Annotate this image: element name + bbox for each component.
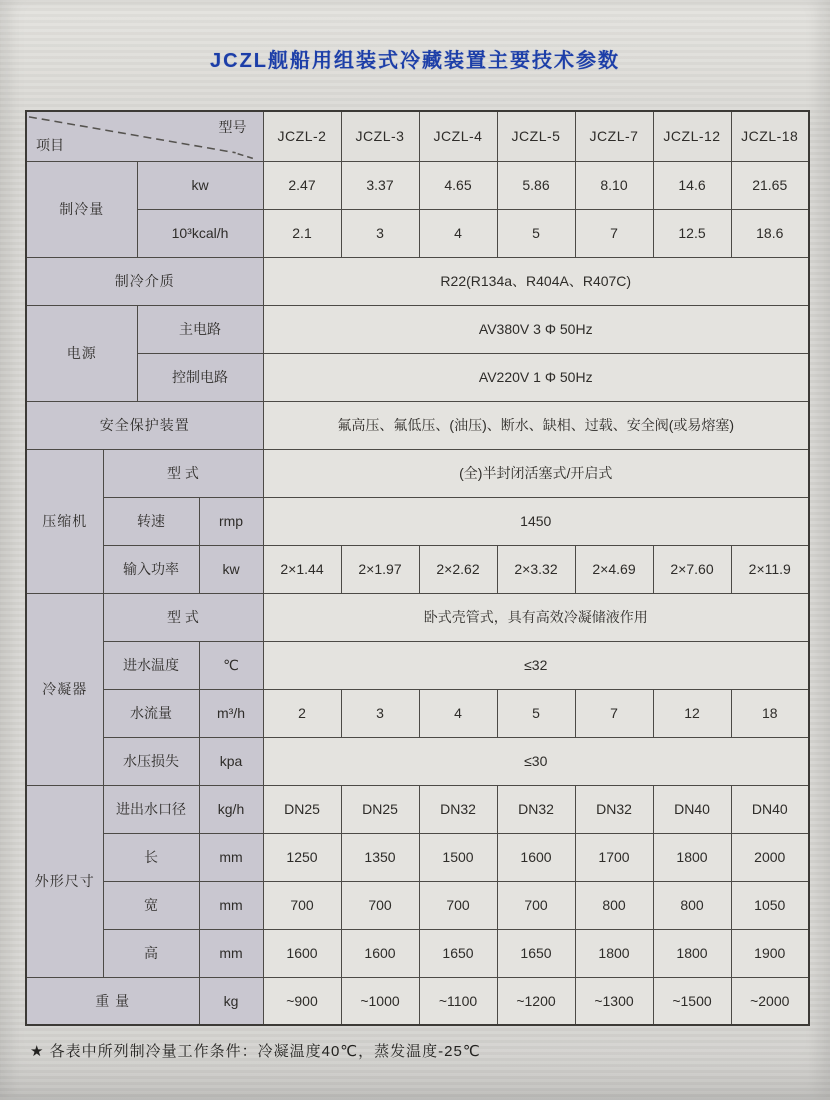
row-power-control bbox=[26, 353, 809, 401]
value-cell: 7 bbox=[575, 209, 653, 257]
value-cell: 2×3.32 bbox=[497, 545, 575, 593]
sub-label-width: 宽 bbox=[103, 881, 199, 929]
value-cell: 700 bbox=[497, 881, 575, 929]
value-condenser-type: 卧式壳管式，具有高效冷凝储液作用 bbox=[263, 593, 809, 641]
unit-pressure-loss: kpa bbox=[199, 737, 263, 785]
value-cell: ~1500 bbox=[653, 977, 731, 1025]
table-header-row bbox=[26, 111, 809, 161]
value-cell: ~1300 bbox=[575, 977, 653, 1025]
corner-item-label: 项目 bbox=[36, 136, 64, 153]
model-header-cell: JCZL-18 bbox=[731, 111, 809, 161]
label-refrigerant: 制冷介质 bbox=[26, 257, 263, 305]
model-header-cell: JCZL-7 bbox=[575, 111, 653, 161]
sub-label-control-circuit: 控制电路 bbox=[137, 353, 263, 401]
model-header-cell: JCZL-2 bbox=[263, 111, 341, 161]
value-cell: DN40 bbox=[731, 785, 809, 833]
row-compressor-type bbox=[26, 449, 809, 497]
value-cell: 2×1.97 bbox=[341, 545, 419, 593]
value-cell: 1600 bbox=[263, 929, 341, 977]
footnote: ★ 各表中所列制冷量工作条件：冷凝温度40℃，蒸发温度-25℃ bbox=[30, 1043, 481, 1060]
row-compressor-input-power bbox=[26, 545, 809, 593]
row-condenser-inlet-temp bbox=[26, 641, 809, 689]
value-cell: 1050 bbox=[731, 881, 809, 929]
value-cell: 1500 bbox=[419, 833, 497, 881]
unit-water-flow: m³/h bbox=[199, 689, 263, 737]
row-refrigerant bbox=[26, 257, 809, 305]
unit-speed: rmp bbox=[199, 497, 263, 545]
value-speed: 1450 bbox=[263, 497, 809, 545]
sub-label-main-circuit: 主电路 bbox=[137, 305, 263, 353]
value-cell: DN32 bbox=[419, 785, 497, 833]
value-cell: 2×2.62 bbox=[419, 545, 497, 593]
group-label-condenser: 冷凝器 bbox=[26, 593, 103, 785]
value-cell: ~900 bbox=[263, 977, 341, 1025]
value-refrigerant: R22(R134a、R404A、R407C) bbox=[263, 257, 809, 305]
value-cell: 3.37 bbox=[341, 161, 419, 209]
value-cell: ~1100 bbox=[419, 977, 497, 1025]
row-weight bbox=[26, 977, 809, 1025]
row-cooling-kw bbox=[26, 161, 809, 209]
sub-label-input-power: 输入功率 bbox=[103, 545, 199, 593]
value-cell: 1650 bbox=[419, 929, 497, 977]
sub-label-speed: 转速 bbox=[103, 497, 199, 545]
value-cell: 1600 bbox=[497, 833, 575, 881]
spec-table-wrap bbox=[25, 110, 810, 1026]
unit-height: mm bbox=[199, 929, 263, 977]
value-cell: 2 bbox=[263, 689, 341, 737]
value-cell: 3 bbox=[341, 209, 419, 257]
value-cell: 1600 bbox=[341, 929, 419, 977]
value-cell: ~1200 bbox=[497, 977, 575, 1025]
row-dimensions-length bbox=[26, 833, 809, 881]
sub-label-kw: kw bbox=[137, 161, 263, 209]
row-dimensions-port bbox=[26, 785, 809, 833]
row-condenser-type bbox=[26, 593, 809, 641]
unit-width: mm bbox=[199, 881, 263, 929]
value-cell: DN32 bbox=[575, 785, 653, 833]
value-cell: 18 bbox=[731, 689, 809, 737]
value-cell: DN40 bbox=[653, 785, 731, 833]
sub-label-length: 长 bbox=[103, 833, 199, 881]
value-cell: 700 bbox=[341, 881, 419, 929]
value-cell: ~1000 bbox=[341, 977, 419, 1025]
value-cell: 2×4.69 bbox=[575, 545, 653, 593]
value-pressure-loss: ≤30 bbox=[263, 737, 809, 785]
sub-label-port: 进出水口径 bbox=[103, 785, 199, 833]
value-cell: 7 bbox=[575, 689, 653, 737]
value-cell: 2.1 bbox=[263, 209, 341, 257]
value-cell: 1250 bbox=[263, 833, 341, 881]
value-cell: 4 bbox=[419, 689, 497, 737]
value-cell: 800 bbox=[653, 881, 731, 929]
value-cell: 2.47 bbox=[263, 161, 341, 209]
value-safety: 氟高压、氟低压、(油压)、断水、缺相、过载、安全阀(或易熔塞) bbox=[263, 401, 809, 449]
group-label-dimensions: 外形尺寸 bbox=[26, 785, 103, 977]
sub-label-compressor-type: 型 式 bbox=[103, 449, 263, 497]
sub-label-water-flow: 水流量 bbox=[103, 689, 199, 737]
value-cell: ~2000 bbox=[731, 977, 809, 1025]
value-cell: 1800 bbox=[653, 833, 731, 881]
value-cell: 12.5 bbox=[653, 209, 731, 257]
spec-table bbox=[25, 110, 810, 1026]
value-main-circuit: AV380V 3 Φ 50Hz bbox=[263, 305, 809, 353]
model-header-cell: JCZL-3 bbox=[341, 111, 419, 161]
corner-cell bbox=[26, 111, 263, 161]
group-label-compressor: 压缩机 bbox=[26, 449, 103, 593]
row-dimensions-width bbox=[26, 881, 809, 929]
value-cell: 1700 bbox=[575, 833, 653, 881]
value-cell: 5 bbox=[497, 689, 575, 737]
value-inlet-temp: ≤32 bbox=[263, 641, 809, 689]
row-cooling-kcal bbox=[26, 209, 809, 257]
value-cell: 800 bbox=[575, 881, 653, 929]
value-cell: 1800 bbox=[575, 929, 653, 977]
unit-length: mm bbox=[199, 833, 263, 881]
page-title: JCZL舰船用组装式冷藏装置主要技术参数 bbox=[210, 50, 620, 72]
value-cell: DN25 bbox=[263, 785, 341, 833]
sub-label-inlet-temp: 进水温度 bbox=[103, 641, 199, 689]
sub-label-pressure-loss: 水压损失 bbox=[103, 737, 199, 785]
value-cell: 2×7.60 bbox=[653, 545, 731, 593]
value-cell: DN25 bbox=[341, 785, 419, 833]
value-cell: 700 bbox=[263, 881, 341, 929]
value-cell: 700 bbox=[419, 881, 497, 929]
model-header-cell: JCZL-5 bbox=[497, 111, 575, 161]
value-cell: 18.6 bbox=[731, 209, 809, 257]
row-condenser-water-flow bbox=[26, 689, 809, 737]
row-dimensions-height bbox=[26, 929, 809, 977]
value-compressor-type: (全)半封闭活塞式/开启式 bbox=[263, 449, 809, 497]
unit-weight: kg bbox=[199, 977, 263, 1025]
label-safety: 安全保护装置 bbox=[26, 401, 263, 449]
label-weight: 重 量 bbox=[26, 977, 199, 1025]
value-cell: 1800 bbox=[653, 929, 731, 977]
unit-inlet-temp: ℃ bbox=[199, 641, 263, 689]
row-condenser-pressure-loss bbox=[26, 737, 809, 785]
sub-label-height: 高 bbox=[103, 929, 199, 977]
row-power-main bbox=[26, 305, 809, 353]
value-cell: 12 bbox=[653, 689, 731, 737]
sub-label-kcal: 10³kcal/h bbox=[137, 209, 263, 257]
group-label-power: 电源 bbox=[26, 305, 137, 401]
model-header-cell: JCZL-4 bbox=[419, 111, 497, 161]
unit-input-power: kw bbox=[199, 545, 263, 593]
value-cell: 2000 bbox=[731, 833, 809, 881]
value-cell: 2×1.44 bbox=[263, 545, 341, 593]
value-cell: 5 bbox=[497, 209, 575, 257]
value-cell: 1650 bbox=[497, 929, 575, 977]
corner-model-label: 型号 bbox=[218, 119, 247, 135]
row-safety bbox=[26, 401, 809, 449]
model-header-cell: JCZL-12 bbox=[653, 111, 731, 161]
value-cell: 21.65 bbox=[731, 161, 809, 209]
value-control-circuit: AV220V 1 Φ 50Hz bbox=[263, 353, 809, 401]
value-cell: 14.6 bbox=[653, 161, 731, 209]
value-cell: 8.10 bbox=[575, 161, 653, 209]
value-cell: 3 bbox=[341, 689, 419, 737]
value-cell: 1900 bbox=[731, 929, 809, 977]
value-cell: 4 bbox=[419, 209, 497, 257]
sub-label-condenser-type: 型 式 bbox=[103, 593, 263, 641]
group-label-cooling: 制冷量 bbox=[26, 161, 137, 257]
value-cell: 1350 bbox=[341, 833, 419, 881]
row-compressor-speed bbox=[26, 497, 809, 545]
value-cell: DN32 bbox=[497, 785, 575, 833]
value-cell: 5.86 bbox=[497, 161, 575, 209]
value-cell: 4.65 bbox=[419, 161, 497, 209]
unit-port: kg/h bbox=[199, 785, 263, 833]
value-cell: 2×11.9 bbox=[731, 545, 809, 593]
